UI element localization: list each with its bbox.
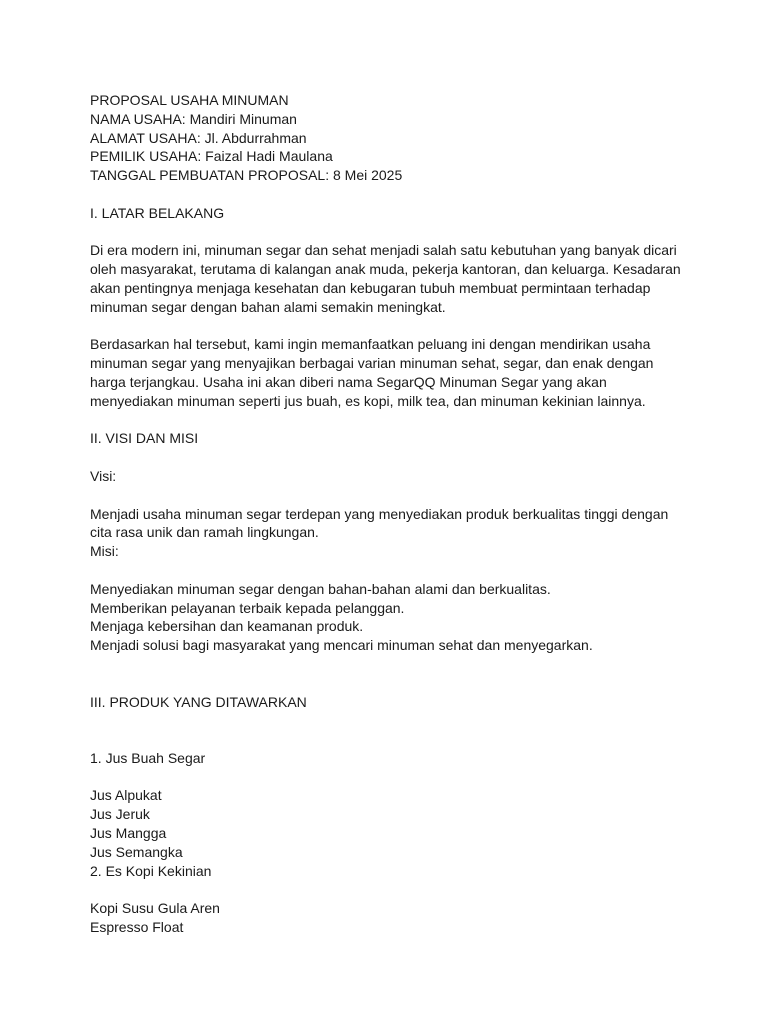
paragraph-line: menyediakan minuman seperti jus buah, es kopi, milk tea, dan minuman kekinian lainnya. — [90, 392, 646, 409]
list-item: Jus Jeruk — [90, 806, 150, 823]
paragraph-line: cita rasa unik dan ramah lingkungan. — [90, 524, 319, 541]
list-item: Menjaga kebersihan dan keamanan produk. — [90, 618, 364, 635]
list-item: Kopi Susu Gula Aren — [90, 900, 220, 917]
list-item: Jus Semangka — [90, 843, 183, 860]
section-heading: III. PRODUK YANG DITAWARKAN — [90, 693, 307, 710]
business-name: NAMA USAHA: Mandiri Minuman — [90, 110, 297, 127]
list-item: Jus Alpukat — [90, 787, 162, 804]
paragraph-line: minuman segar dengan bahan alami semakin meningkat. — [90, 298, 446, 315]
paragraph-line: Berdasarkan hal tersebut, kami ingin memanfaatkan peluang ini dengan mendirikan usaha — [90, 336, 651, 353]
paragraph-line: akan pentingnya menjaga kesehatan dan kebugaran tubuh membuat permintaan terhadap — [90, 279, 651, 296]
business-owner: PEMILIK USAHA: Faizal Hadi Maulana — [90, 148, 333, 165]
proposal-date: TANGGAL PEMBUATAN PROPOSAL: 8 Mei 2025 — [90, 167, 403, 184]
paragraph-line: Di era modern ini, minuman segar dan sehat menjadi salah satu kebutuhan yang banyak dicari — [90, 242, 677, 259]
section-visi-misi — [90, 429, 690, 655]
list-item: Menjadi solusi bagi masyarakat yang mencari minuman sehat dan menyegarkan. — [90, 637, 593, 654]
misi-label: Misi: — [90, 543, 119, 560]
paragraph-line: minuman segar yang menyajikan berbagai varian minuman sehat, segar, dan enak dengan — [90, 355, 654, 372]
list-item: Espresso Float — [90, 919, 184, 936]
list-item: Jus Mangga — [90, 825, 167, 842]
paragraph — [90, 335, 690, 410]
document-title: PROPOSAL USAHA MINUMAN — [90, 92, 289, 108]
product-list — [90, 786, 690, 861]
paragraph-line: Menjadi usaha minuman segar terdepan yang menyediakan produk berkualitas tinggi dengan — [90, 505, 669, 522]
document-page — [90, 91, 690, 937]
visi-label: Visi: — [90, 467, 117, 484]
product-category-title: 2. Es Kopi Kekinian — [90, 862, 212, 879]
paragraph-line: harga terjangkau. Usaha ini akan diberi nama SegarQQ Minuman Segar yang akan — [90, 373, 607, 390]
list-item: Menyediakan minuman segar dengan bahan-bahan alami dan berkualitas. — [90, 580, 551, 597]
section-produk — [90, 693, 690, 937]
list-item: Memberikan pelayanan terbaik kepada pelanggan. — [90, 599, 405, 616]
section-heading: II. VISI DAN MISI — [90, 430, 199, 447]
header-block — [90, 91, 690, 185]
product-category-title: 1. Jus Buah Segar — [90, 749, 206, 766]
paragraph-line: oleh masyarakat, terutama di kalangan anak muda, pekerja kantoran, dan keluarga. Kesadaran — [90, 261, 681, 278]
product-list — [90, 899, 690, 937]
section-heading: I. LATAR BELAKANG — [90, 204, 225, 221]
misi-list — [90, 580, 690, 655]
business-address: ALAMAT USAHA: Jl. Abdurrahman — [90, 129, 307, 146]
paragraph — [90, 241, 690, 316]
section-latar-belakang — [90, 204, 690, 411]
